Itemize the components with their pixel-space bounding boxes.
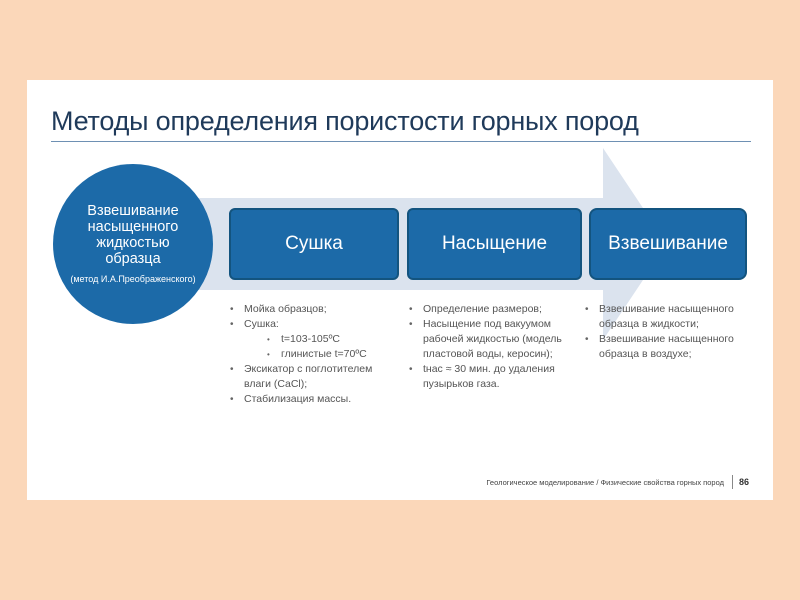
footer-text: Геологическое моделирование / Физические свойства горных пород [486,477,724,487]
list-item: • Сушка: [227,317,402,332]
list-item: • глинистые t=70ºC [227,347,402,362]
slide-footer [486,475,749,489]
step-saturation [407,208,582,280]
weighing-details [582,302,747,362]
list-item: • Взвешивание насыщенного образца в воздухе; [582,332,747,362]
page-number: 86 [738,477,749,487]
list-item: • t=103-105ºC [227,332,402,347]
step-label: Взвешивание [608,233,728,254]
list-item: • Эксикатор с поглотителем влаги (CaCl); [227,362,402,392]
footer-separator [732,475,733,489]
step-drying [229,208,399,280]
drying-details [227,302,402,407]
slide [27,80,773,500]
saturation-details [406,302,576,392]
method-circle [53,164,213,324]
step-label: Сушка [285,233,343,254]
list-item: • tнас ≈ 30 мин. до удаления пузырьков газа. [406,362,576,392]
list-item: • Мойка образцов; [227,302,402,317]
method-circle-title: Взвешивание насыщенного жидкостью образца [87,203,179,267]
method-circle-subtitle: (метод И.А.Преображенского) [70,274,196,284]
step-weighing [589,208,747,280]
list-item: • Взвешивание насыщенного образца в жидкости; [582,302,747,332]
slide-title: Методы определения пористости горных пород [51,106,639,136]
step-label: Насыщение [441,233,548,254]
list-item: • Определение размеров; [406,302,576,317]
list-item: • Стабилизация массы. [227,392,402,407]
list-item: • Насыщение под вакуумом рабочей жидкостью (модель пластовой воды, керосин); [406,317,576,362]
